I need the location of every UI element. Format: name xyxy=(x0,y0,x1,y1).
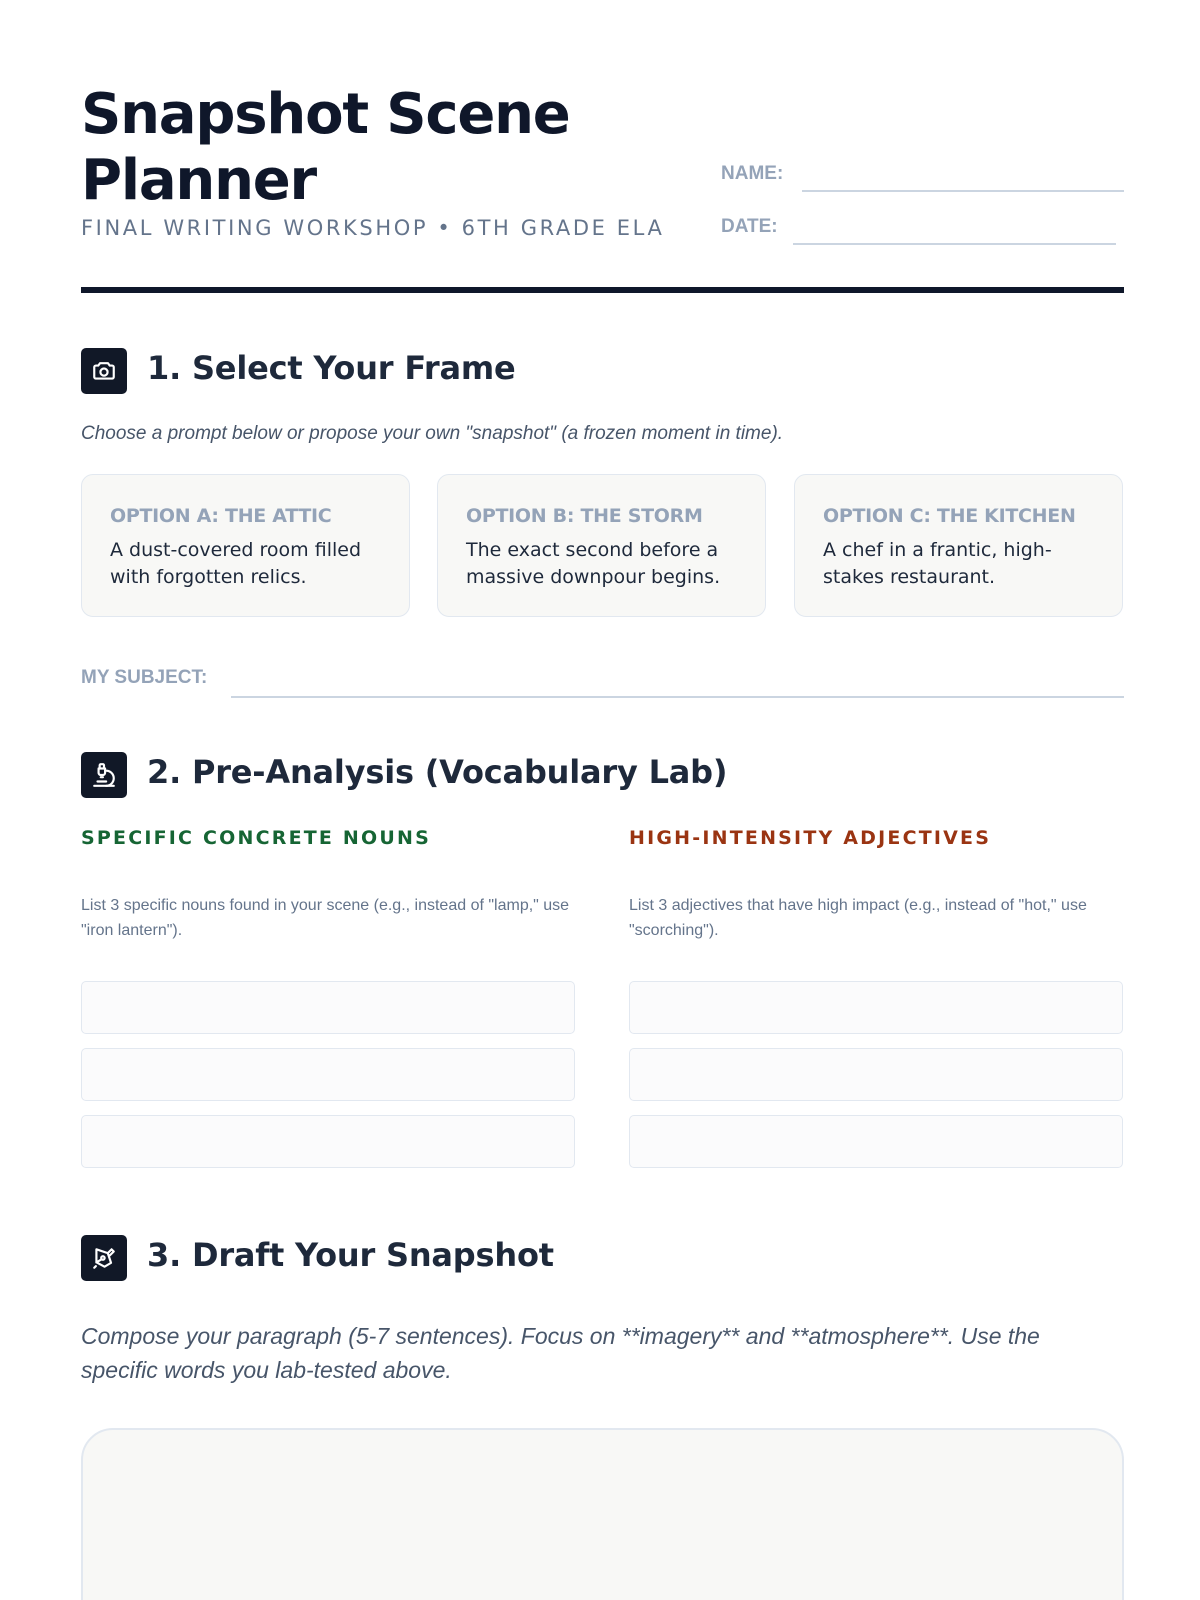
nouns-help-text: List 3 specific nouns found in your scene (e.g., instead of "lamp," use "iron lantern"). xyxy=(81,897,570,939)
header-divider xyxy=(81,287,1124,293)
page-subtitle: FINAL WRITING WORKSHOP • 6TH GRADE ELA xyxy=(81,216,665,240)
name-label: NAME: xyxy=(721,163,784,184)
adjective-input-3[interactable] xyxy=(629,1115,1123,1168)
option-label: OPTION C: THE KITCHEN xyxy=(823,505,1076,527)
page-title: Snapshot Scene Planner xyxy=(81,82,570,213)
worksheet-page xyxy=(81,0,1124,1600)
option-description: A chef in a frantic, high-stakes restaurant. xyxy=(823,539,1052,588)
noun-input-2[interactable] xyxy=(81,1048,575,1101)
microscope-icon xyxy=(81,752,127,798)
option-label: OPTION B: THE STORM xyxy=(466,505,703,527)
adjective-input-2[interactable] xyxy=(629,1048,1123,1101)
option-card-kitchen[interactable] xyxy=(794,474,1123,617)
adjectives-help-text: List 3 adjectives that have high impact (e.g., instead of "hot," use "scorching"). xyxy=(629,897,1087,939)
option-label: OPTION A: THE ATTIC xyxy=(110,505,332,527)
adjectives-heading: HIGH-INTENSITY ADJECTIVES xyxy=(629,827,992,849)
option-card-attic[interactable] xyxy=(81,474,410,617)
draft-instructions: Compose your paragraph (5-7 sentences). Focus on **imagery** and **atmosphere**. Use the specific words you lab-tested above. xyxy=(81,1323,1040,1383)
pen-tool-icon xyxy=(81,1235,127,1281)
adjective-input-1[interactable] xyxy=(629,981,1123,1034)
subject-label: MY SUBJECT: xyxy=(81,667,208,688)
noun-input-1[interactable] xyxy=(81,981,575,1034)
date-label: DATE: xyxy=(721,216,778,237)
frame-instructions: Choose a prompt below or propose your own "snapshot" (a frozen moment in time). xyxy=(81,423,784,444)
draft-textarea[interactable] xyxy=(81,1428,1124,1600)
section-title-draft: 3. Draft Your Snapshot xyxy=(147,1236,554,1274)
subject-field[interactable] xyxy=(231,670,1124,698)
camera-icon xyxy=(81,348,127,394)
section-title-frame: 1. Select Your Frame xyxy=(147,349,516,387)
option-description: A dust-covered room filled with forgotten relics. xyxy=(110,539,361,588)
option-description: The exact second before a massive downpour begins. xyxy=(466,539,721,588)
nouns-heading: SPECIFIC CONCRETE NOUNS xyxy=(81,827,431,849)
section-title-vocab-lab: 2. Pre-Analysis (Vocabulary Lab) xyxy=(147,753,728,791)
name-field[interactable] xyxy=(802,164,1124,192)
option-card-storm[interactable] xyxy=(437,474,766,617)
noun-input-3[interactable] xyxy=(81,1115,575,1168)
date-field[interactable] xyxy=(793,217,1116,245)
